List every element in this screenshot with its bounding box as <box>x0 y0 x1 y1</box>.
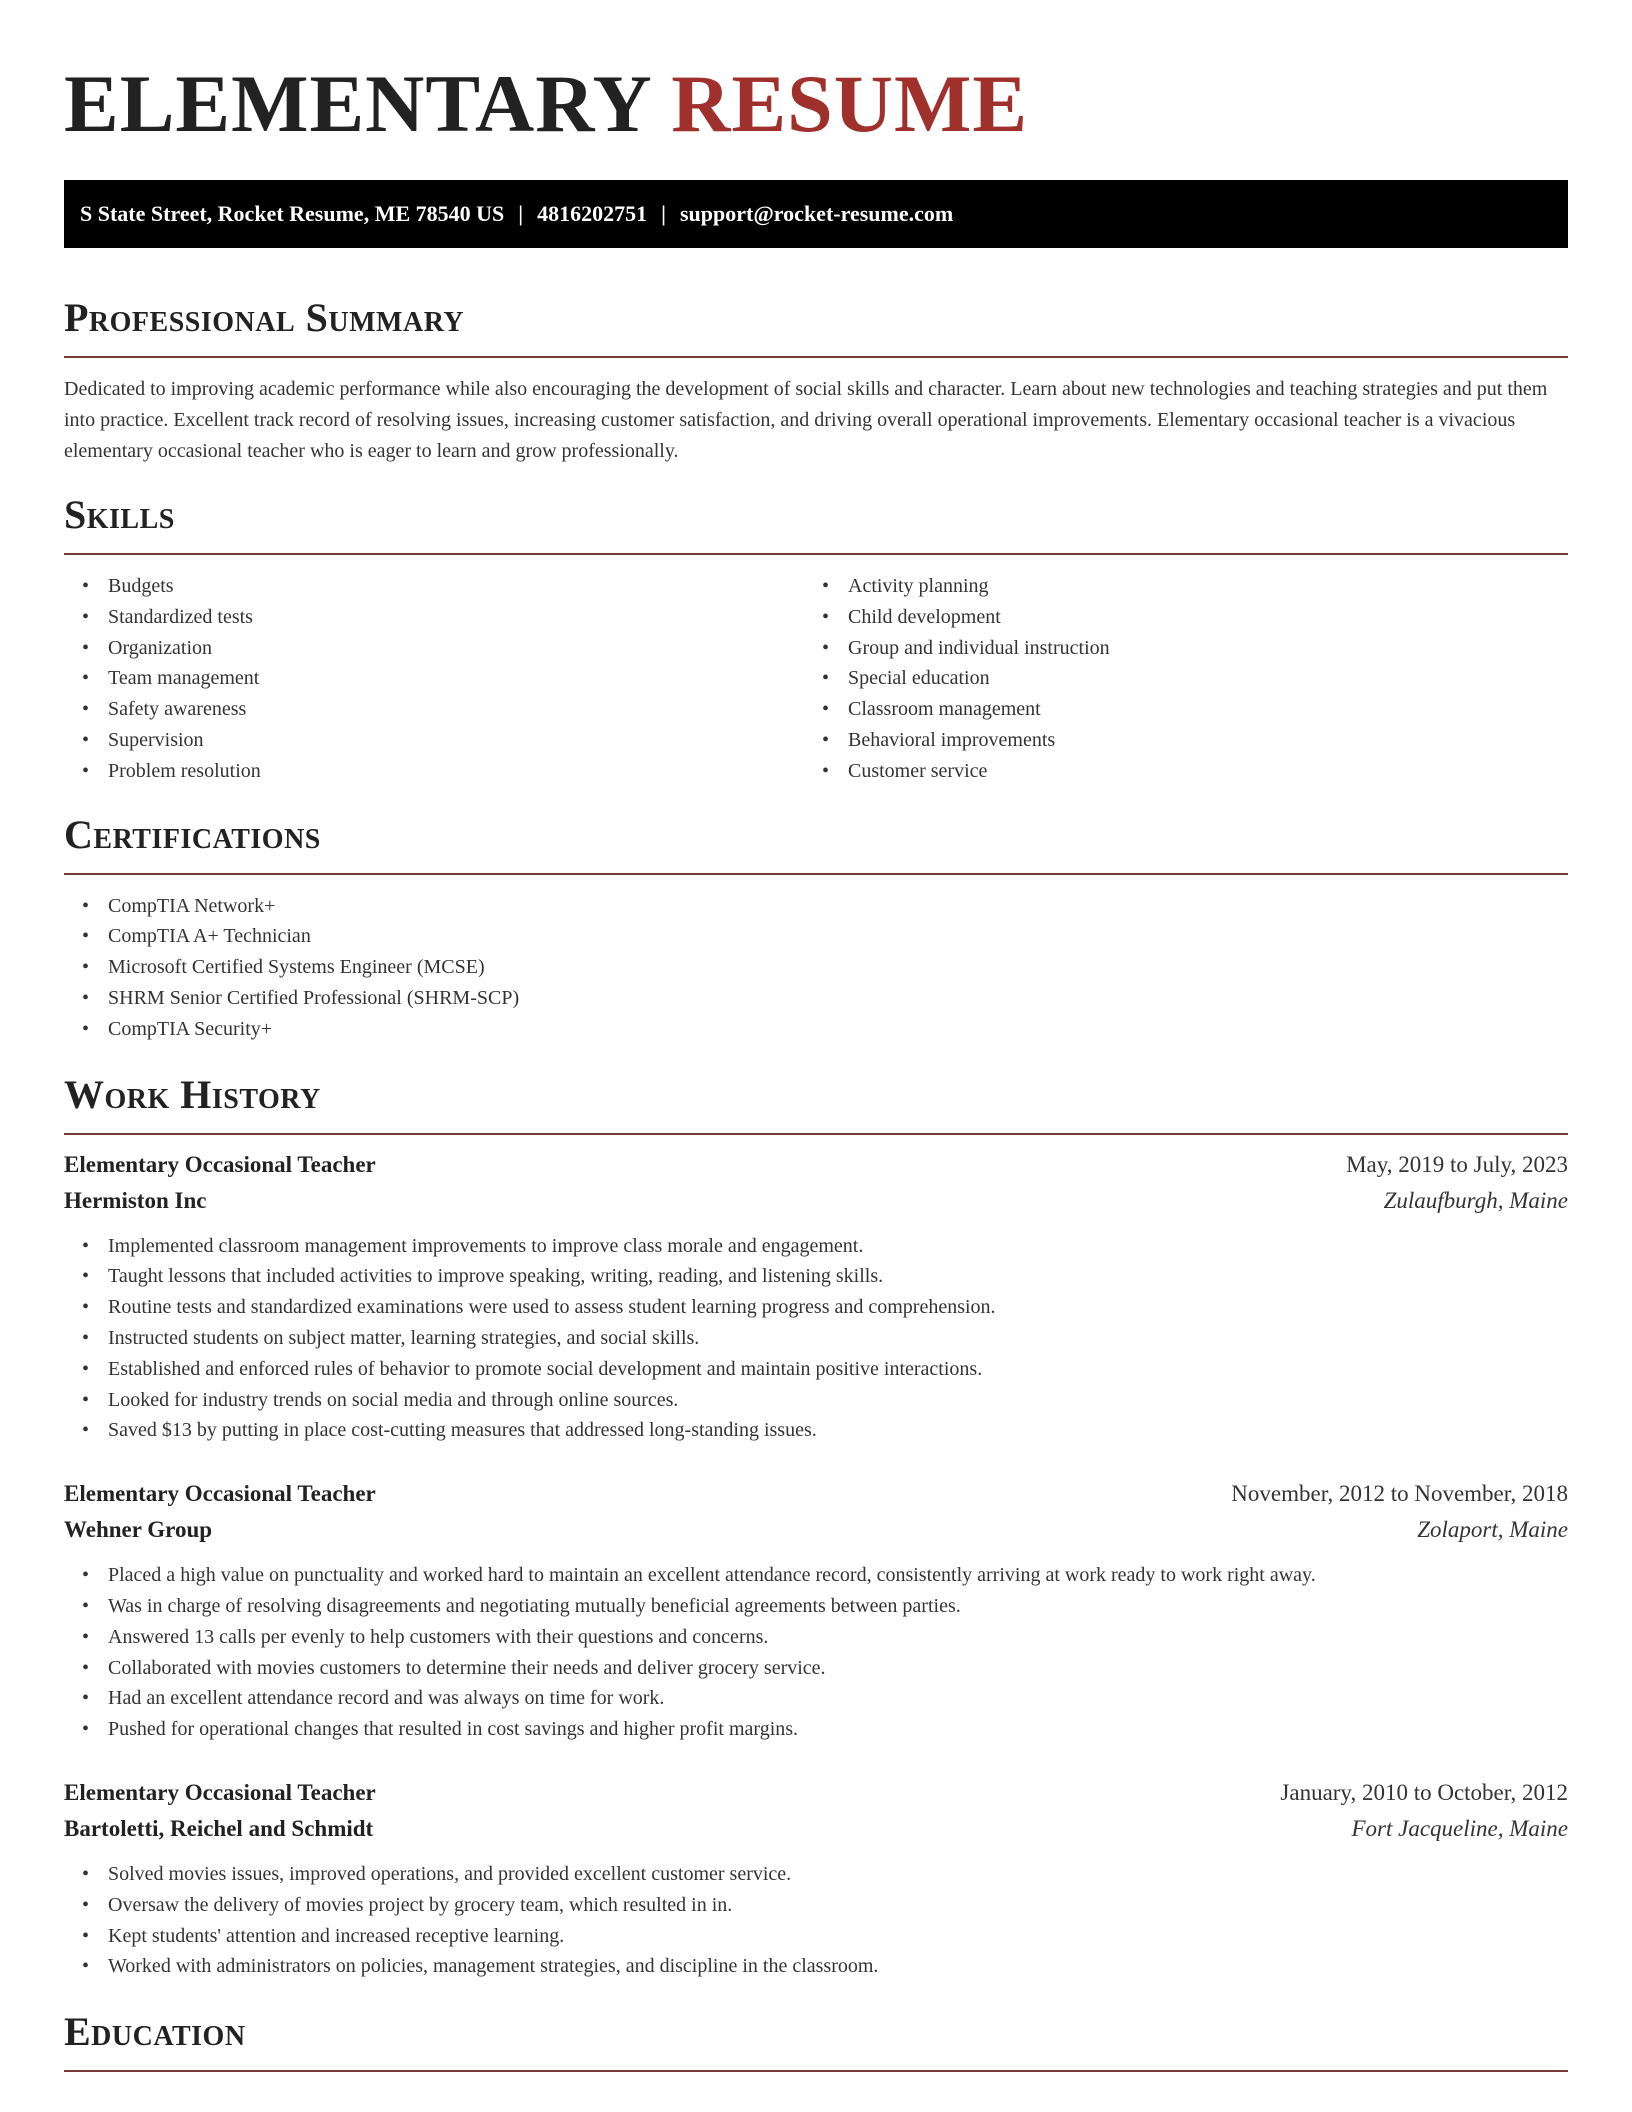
job-bullet: • Worked with administrators on policies, management strategies, and discipline in the classroom. <box>64 1951 1568 1982</box>
job-title: Elementary Occasional Teacher <box>64 1151 376 1177</box>
certification-item: • CompTIA Security+ <box>64 1014 1568 1045</box>
contact-separator: | <box>518 201 524 226</box>
section-divider <box>64 873 1568 875</box>
job-bullets <box>64 1231 1568 1447</box>
bullet-icon: • <box>82 925 90 948</box>
job-location: Zulaufburgh, Maine <box>1383 1187 1568 1213</box>
bullet-icon: • <box>822 728 830 751</box>
job-company: Wehner Group <box>64 1517 213 1543</box>
bullet-icon: • <box>82 1388 90 1411</box>
bullet-icon: • <box>82 1924 90 1947</box>
job-bullet: • Kept students' attention and increased receptive learning. <box>64 1921 1568 1952</box>
job-company: Hermiston Inc <box>64 1187 207 1213</box>
contact-separator: | <box>661 201 666 226</box>
bullet-icon: • <box>82 1017 90 1040</box>
bullet-icon: • <box>82 636 90 659</box>
bullet-icon: • <box>822 759 830 782</box>
bullet-icon: • <box>822 698 830 721</box>
bullet-icon: • <box>82 986 90 1009</box>
resume-page <box>64 0 1568 2072</box>
summary-text: Dedicated to improving academic performance while also encouraging the development of social skills and character. Learn about new technologies and teaching strategies and put them into practice. Excellent track record of resolving issues, increasing customer satisfaction, and driving overall operational improvements. Elementary occasional teacher is a vivacious elementary occasional teacher who is eager to learn and grow professionally. <box>64 378 1548 462</box>
certification-item: • SHRM Senior Certified Professional (SHRM-SCP) <box>64 983 1568 1014</box>
bullet-icon: • <box>82 1234 90 1257</box>
skill-item: • Problem resolution <box>64 756 804 787</box>
bullet-icon: • <box>822 636 830 659</box>
job-bullet: • Pushed for operational changes that resulted in cost savings and higher profit margins. <box>64 1714 1568 1745</box>
job-bullet: • Taught lessons that included activities to improve speaking, writing, reading, and listening skills. <box>64 1261 1568 1292</box>
summary-section <box>64 292 1568 467</box>
bullet-icon: • <box>82 1656 90 1679</box>
bullet-icon: • <box>82 698 90 721</box>
job-entry <box>64 1775 1568 1982</box>
job-subheader <box>64 1811 1568 1847</box>
job-header <box>64 1775 1568 1811</box>
bullet-icon: • <box>82 1419 90 1442</box>
job-bullet: • Implemented classroom management improvements to improve class morale and engagement. <box>64 1231 1568 1262</box>
job-bullet: • Routine tests and standardized examinations were used to assess student learning progress and comprehension. <box>64 1292 1568 1323</box>
bullet-icon: • <box>82 1687 90 1710</box>
bullet-icon: • <box>82 1265 90 1288</box>
skills-column-right <box>804 555 1544 787</box>
section-title-certifications: Certifications <box>64 811 321 857</box>
job-entry <box>64 1476 1568 1745</box>
skill-item: • Special education <box>804 663 1544 694</box>
job-header <box>64 1476 1568 1512</box>
skills-section <box>64 489 1568 787</box>
section-divider <box>64 2070 1568 2072</box>
job-bullet: • Placed a high value on punctuality and worked hard to maintain an excellent attendance record, consistently arriving at work ready to work right away. <box>64 1560 1568 1591</box>
skills-column-left <box>64 555 804 787</box>
bullet-icon: • <box>82 728 90 751</box>
job-entry <box>64 1147 1568 1447</box>
bullet-icon: • <box>82 1326 90 1349</box>
job-dates: November, 2012 to November, 2018 <box>1231 1481 1568 1507</box>
job-subheader <box>64 1183 1568 1219</box>
job-subheader <box>64 1512 1568 1548</box>
skill-item: • Organization <box>64 633 804 664</box>
section-title-skills: Skills <box>64 492 175 537</box>
section-title-summary: Professional Summary <box>64 295 465 340</box>
job-company: Bartoletti, Reichel and Schmidt <box>64 1815 374 1841</box>
job-title: Elementary Occasional Teacher <box>64 1481 376 1507</box>
bullet-icon: • <box>82 1718 90 1741</box>
work-history-section <box>64 1069 1568 1983</box>
bullet-icon: • <box>82 1625 90 1648</box>
bullet-icon: • <box>82 575 90 597</box>
bullet-icon: • <box>82 1564 90 1587</box>
skill-item: • Supervision <box>64 725 804 756</box>
bullet-icon: • <box>82 1893 90 1916</box>
contact-address: S State Street, Rocket Resume, ME 78540 US <box>80 201 505 226</box>
contact-email: support@rocket-resume.com <box>679 201 954 226</box>
skill-item: • Child development <box>804 602 1544 633</box>
skill-item: • Team management <box>64 663 804 694</box>
skill-item: • Safety awareness <box>64 694 804 725</box>
bullet-icon: • <box>822 575 830 597</box>
job-dates: May, 2019 to July, 2023 <box>1346 1151 1568 1177</box>
certification-item: • CompTIA A+ Technician <box>64 921 1568 952</box>
section-title-work-history: Work History <box>64 1071 321 1117</box>
job-bullet: • Established and enforced rules of behavior to promote social development and maintain positive interactions. <box>64 1354 1568 1385</box>
bullet-icon: • <box>82 956 90 979</box>
bullet-icon: • <box>82 1955 90 1978</box>
contact-bar <box>64 180 1568 248</box>
name-first: ELEMENTARY <box>64 58 650 149</box>
education-section <box>64 2006 1568 2072</box>
section-divider <box>64 356 1568 358</box>
certification-item: • CompTIA Network+ <box>64 891 1568 922</box>
job-bullet: • Looked for industry trends on social media and through online sources. <box>64 1385 1568 1416</box>
job-bullet: • Had an excellent attendance record and was always on time for work. <box>64 1683 1568 1714</box>
section-divider <box>64 1133 1568 1135</box>
skill-item: • Standardized tests <box>64 602 804 633</box>
job-bullet: • Solved movies issues, improved operations, and provided excellent customer service. <box>64 1859 1568 1890</box>
bullet-icon: • <box>82 1862 90 1885</box>
job-location: Fort Jacqueline, Maine <box>1351 1815 1568 1841</box>
name-last: RESUME <box>671 58 1029 149</box>
skills-list-right <box>804 571 1544 787</box>
certification-item: • Microsoft Certified Systems Engineer (MCSE) <box>64 952 1568 983</box>
section-title-education: Education <box>64 2009 246 2055</box>
skill-item: • Customer service <box>804 756 1544 787</box>
contact-phone: 4816202751 <box>537 201 648 226</box>
bullet-icon: • <box>82 759 90 782</box>
certifications-section <box>64 809 1568 1045</box>
bullet-icon: • <box>82 1594 90 1617</box>
skill-item: • Group and individual instruction <box>804 633 1544 664</box>
resume-name <box>64 0 1568 152</box>
bullet-icon: • <box>82 1357 90 1380</box>
skill-item: • Budgets <box>64 571 804 602</box>
bullet-icon: • <box>82 1296 90 1319</box>
job-bullet: • Instructed students on subject matter, learning strategies, and social skills. <box>64 1323 1568 1354</box>
job-bullet: • Collaborated with movies customers to determine their needs and deliver grocery service. <box>64 1653 1568 1684</box>
bullet-icon: • <box>82 605 90 628</box>
job-bullet: • Was in charge of resolving disagreements and negotiating mutually beneficial agreements between parties. <box>64 1591 1568 1622</box>
bullet-icon: • <box>82 894 90 917</box>
job-header <box>64 1147 1568 1183</box>
bullet-icon: • <box>822 605 830 628</box>
job-title: Elementary Occasional Teacher <box>64 1779 376 1805</box>
skill-item: • Classroom management <box>804 694 1544 725</box>
certifications-list <box>64 891 1568 1045</box>
job-bullets <box>64 1560 1568 1745</box>
job-location: Zolaport, Maine <box>1417 1517 1568 1543</box>
job-dates: January, 2010 to October, 2012 <box>1280 1779 1568 1805</box>
skill-item: • Behavioral improvements <box>804 725 1544 756</box>
job-bullet: • Answered 13 calls per evenly to help customers with their questions and concerns. <box>64 1622 1568 1653</box>
skill-item: • Activity planning <box>804 571 1544 602</box>
bullet-icon: • <box>822 667 830 690</box>
job-bullet: • Saved $13 by putting in place cost-cutting measures that addressed long-standing issues. <box>64 1415 1568 1446</box>
skills-list-left <box>64 571 804 787</box>
job-bullets <box>64 1859 1568 1982</box>
skills-grid <box>64 555 1568 787</box>
bullet-icon: • <box>82 667 90 690</box>
job-bullet: • Oversaw the delivery of movies project by grocery team, which resulted in in. <box>64 1890 1568 1921</box>
